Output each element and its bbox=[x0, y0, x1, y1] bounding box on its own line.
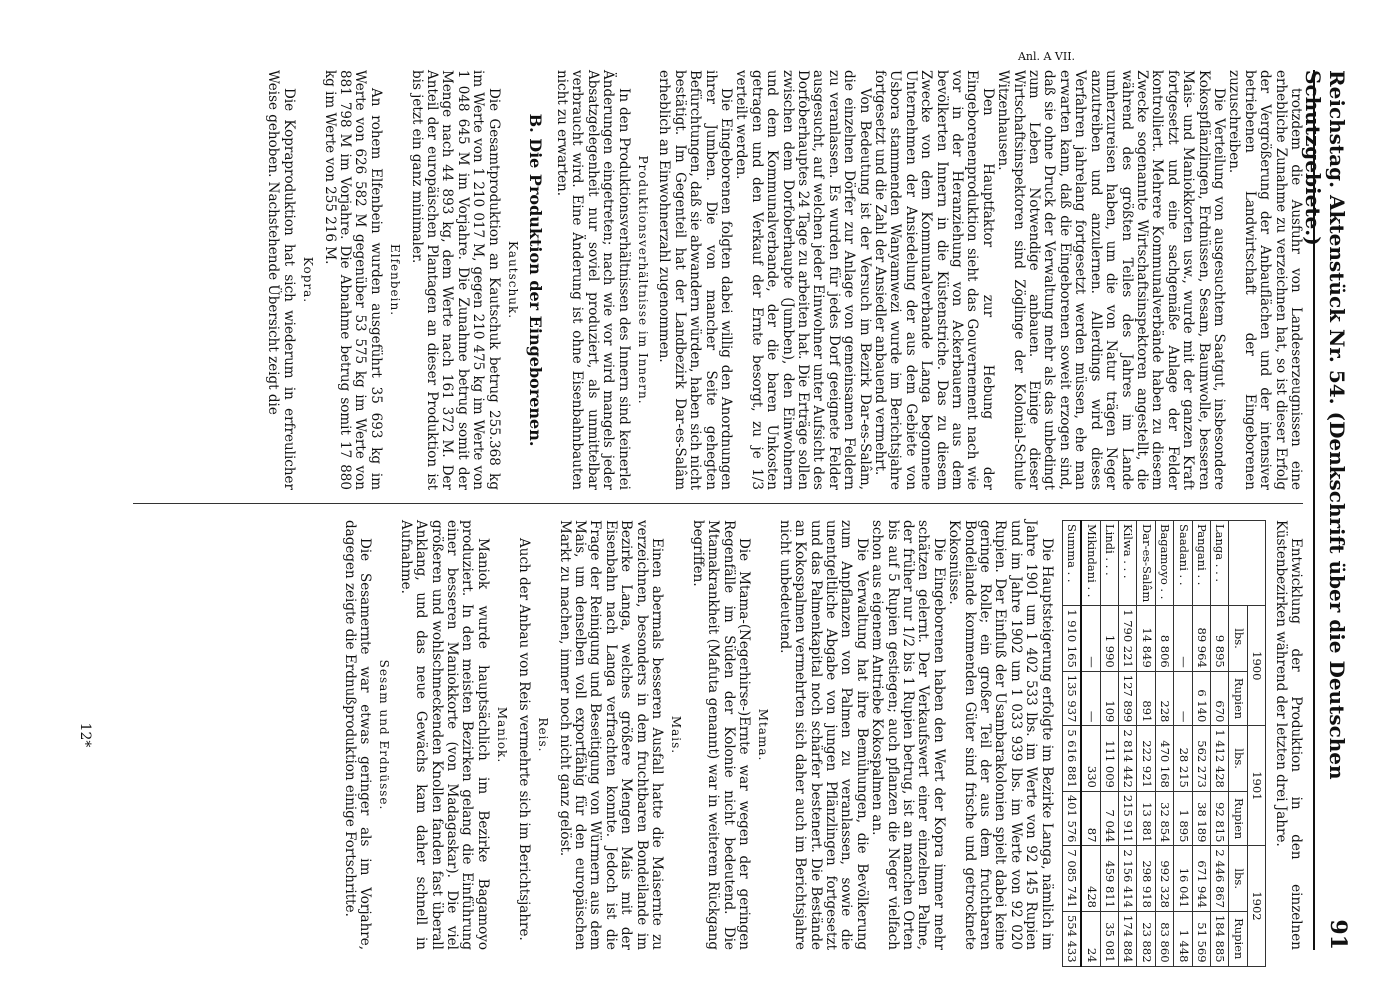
value-cell: 562 273 bbox=[1192, 726, 1210, 792]
value-cell: 32 854 bbox=[1155, 791, 1173, 846]
region-cell: Pangani . . bbox=[1192, 521, 1210, 606]
unit-header: Rupien bbox=[1229, 791, 1247, 846]
paragraph: Die Hauptsteigerung erfolgte im Bezirke Langa, nämlich im Jahre 1901 um 1 402 533 lbs. im Werte von 92 145 Rupien und im Jahre 1902 um 1 033 939 lbs. im Werte von 92 020 Rupien. Der Einfluß der Usambarakolonien spielt dabei keine geringe Rolle; ein großer Teil der aus dem fruchtbaren Bondeilande kommenden Güter sind frische und getrocknete Kokosnüsse. bbox=[946, 520, 1055, 950]
value-cell: 24 bbox=[1081, 911, 1100, 966]
region-cell: Langa . . . bbox=[1210, 521, 1228, 606]
unit-header: Rupien bbox=[1229, 911, 1247, 966]
paragraph: trotzdem die Ausfuhr von Landeserzeugnissen eine erhebliche Zunahme zu verzeichnen hat, so ist dieser Erfolg der Vergrößerung der Anbauflächen und der intensiver betriebenen Landwirtschaft der Eingeborenen zuzuschreiben. bbox=[1226, 70, 1304, 490]
page-number: 91 bbox=[1325, 919, 1351, 950]
left-column bbox=[265, 70, 1303, 490]
region-cell: Lindi . . . bbox=[1100, 521, 1118, 606]
value-cell: 184 885 bbox=[1210, 911, 1228, 966]
region-cell: Saadani . . bbox=[1174, 521, 1192, 606]
paragraph: Die Eingeborenen folgten dabei willig den Anordnungen ihrer Jumben. Die von mancher Seite gehegten Befürchtungen, daß sie abwandern würden, haben sich nicht bestätigt. Im Gegenteil hat der Landbezirk Dar-es-Salâm erheblich an Einwohnerzahl zugenommen. bbox=[656, 70, 734, 490]
subheading-kopra: Kopra. bbox=[301, 256, 316, 304]
value-cell: 35 081 bbox=[1100, 911, 1118, 966]
section-heading-b: B. Die Produktion der Eingeborenen. bbox=[526, 113, 546, 447]
value-cell: 298 918 bbox=[1137, 846, 1155, 912]
paragraph: Die Kopraproduktion hat sich wiederum in erfreulicher Weise gehoben. Nachstehende Übersicht zeigt die bbox=[265, 70, 297, 490]
paragraph: Die Verteilung von ausgesuchtem Saatgut, insbesondere Kokospflänzlingen, Erdnüssen, Sesam, Baumwolle, besseren Mais- und Maniokkorten usw., wurde mit der ganzen Kraft fortgesetzt und eine sachgemäße Anlage der Felder kontrolliert. Mehrere Kommunalverbände haben zu diesem Zwecke sogenannte Wirtschaftsinspektoren angestellt, die während des größten Teiles des Jahres im Lande umherzureisen haben, um die von Natur trägen Neger anzutreiben und anzulernen. Allerdings wird dieses Verfahren jahrelang fortgesetzt werden müssen, ehe man erwarten kann, daß die Eingeborenen soweit erzogen sind, daß sie ohne Druck der Verwaltung mehr als das unbedingt zum Leben Notwendige anbauen. Einige dieser Wirtschaftsinspektoren sind Zöglinge der Kolonial-Schule Witzenhausen. bbox=[995, 70, 1227, 490]
column-divider bbox=[133, 503, 1303, 504]
sum-cell: 5 616 881 bbox=[1062, 726, 1081, 792]
subheading-maniok: Maniok. bbox=[495, 706, 510, 764]
value-cell: 992 328 bbox=[1155, 846, 1173, 912]
value-cell: 470 168 bbox=[1155, 726, 1173, 792]
paragraph: Den Hauptfaktor zur Hebung der Eingeborenenproduktion sieht das Gouvernement nach wie vor in der Heranziehung von Ackerbauern aus dem bevölkerten Innern in die Küstenstriche. Das zu diesem Zwecke von dem Kommunalverbande Langa begonnene Unternehmen der Ansiedelung der aus dem Gebiete von Usbora stammenden Wanyamwezi wurde im Berichtsjahre fortgesetzt und die Zahl der Ansiedler anbauend vermehrt. bbox=[872, 70, 996, 490]
paragraph: Die Gesamtproduktion an Kautschuk betrug 255.368 kg im Werte von 1 210 017 M, gegen 210 475 kg im Werte von 1 048 645 M im Vorjahre. Die Zunahme betrug somit der Menge nach 44 893 kg, dem Werte nach 161 372 M. Der Anteil der europäischen Plantagen an dieser Produktion ist bis jetzt ein ganz minimaler. bbox=[408, 70, 502, 490]
value-cell: 28 215 bbox=[1174, 726, 1192, 792]
paragraph: Die Eingeborenen haben den Wert der Kopra immer mehr schätzen gelernt. Der Verkaufswert einer einzelnen Palme, der früher nur 1/2 bis 1 Rupien betrug, ist an manchen Orten bis auf 5 Rupien gestiegen; auch pflanzen die Neger vielfach schon aus eigenem Antriebe Kokospalmen an. bbox=[869, 520, 947, 950]
sum-cell: 554 433 bbox=[1062, 911, 1081, 966]
value-cell: 16 041 bbox=[1174, 846, 1192, 912]
header-title: Reichstag. Aktenstück Nr. 54. (Denkschrift über die Deutschen Schutzgebiete.) bbox=[1301, 70, 1349, 780]
value-cell: 92 815 bbox=[1210, 791, 1228, 846]
right-column bbox=[341, 520, 1304, 963]
value-cell: 111 009 bbox=[1100, 726, 1118, 792]
year-header: 1901 bbox=[1247, 726, 1265, 846]
value-cell: 1 990 bbox=[1100, 606, 1118, 672]
table-corner bbox=[1229, 521, 1266, 606]
value-cell: 215 911 bbox=[1118, 791, 1136, 846]
value-cell: 428 bbox=[1081, 846, 1100, 912]
unit-header: Rupien bbox=[1229, 671, 1247, 726]
value-cell: — bbox=[1174, 671, 1192, 726]
value-cell: 174 884 bbox=[1118, 911, 1136, 966]
table-sum-row bbox=[1062, 521, 1081, 967]
value-cell: 87 bbox=[1081, 791, 1100, 846]
value-cell: 14 849 bbox=[1137, 606, 1155, 672]
value-cell: 38 189 bbox=[1192, 791, 1210, 846]
margin-note: Anl. A VII. bbox=[1017, 50, 1076, 64]
paragraph: Die Verwaltung hat ihre Bemühungen, die Bevölkerung zum Anpflanzen von Palmen zu veranlassen, sowie die unentgeltliche Abgabe von jungen Pflänzlingen fortgesetzt und das Palmenkapital noch schärfer bestenert. Die Bestände an Kokospalmen vermehrten sich daher auch im Berichtsjahre nicht unbedeutend. bbox=[776, 520, 870, 950]
region-cell: Mikindani . . bbox=[1081, 521, 1100, 606]
paragraph: Einen abermals besseren Ausfall hatte die Maisernte zu verzeichnen, besonders in dem fruchtbaren Bondeilande im Bezirke Langa, welches größere Mengen Mais mit der Eisenbahn nach Langa verfrachten konnte. Jedoch ist die Frage der Reinigung und Beseitigung von Würmern aus dem Mais, um denselben voll exportfähig für den europäischen Markt zu machen, immer noch nicht ganz gelöst. bbox=[556, 520, 665, 950]
region-cell: Dar-es-Salâm bbox=[1137, 521, 1155, 606]
value-cell: 222 921 bbox=[1137, 726, 1155, 792]
value-cell: 13 881 bbox=[1137, 791, 1155, 846]
value-cell: 6 140 bbox=[1192, 671, 1210, 726]
paragraph: An rohem Elfenbein wurden ausgeführt 35 693 kg im Werte von 626 582 M gegenüber 53 575 kg im Werte von 881 798 M im Vorjahre. Die Abnahme betrug somit 17 880 kg im Werte von 255 216 M. bbox=[321, 70, 384, 490]
subheading-inner: Produktionsverhältnisse im Innern. bbox=[635, 155, 650, 405]
subheading-sesam: Sesam und Erdnüsse. bbox=[377, 659, 392, 811]
unit-header: lbs. bbox=[1229, 606, 1247, 672]
sum-cell: 135 937 bbox=[1062, 671, 1081, 726]
value-cell: 83 860 bbox=[1155, 911, 1173, 966]
table-year-row bbox=[1247, 521, 1265, 967]
kopra-production-table bbox=[1062, 520, 1266, 967]
subheading-mais: Mais. bbox=[669, 715, 684, 755]
sum-cell: 1 910 165 bbox=[1062, 606, 1081, 672]
value-cell: 7 044 bbox=[1100, 791, 1118, 846]
value-cell: — bbox=[1081, 671, 1100, 726]
value-cell: 2 446 867 bbox=[1210, 846, 1228, 912]
year-header: 1902 bbox=[1247, 846, 1265, 966]
paragraph: Die Sesamernte war etwas geringer als im Vorjahre, dagegen zeigte die Erdnußproduktion einige Fortschritte. bbox=[341, 520, 374, 950]
paragraph: In den Produktionsverhältnissen des Innern sind keinerlei Änderungen eingetreten; nach wie vor wird mangels jeder Absatzgelegenheit nur soviel produziert, als unmittelbar verbraucht wird. Eine Änderung ist ohne Eisenbahnbauten nicht zu erwarten. bbox=[553, 70, 632, 490]
table-row bbox=[1100, 521, 1118, 967]
page-header bbox=[1301, 70, 1355, 950]
value-cell: 459 811 bbox=[1100, 846, 1118, 912]
table-row bbox=[1210, 521, 1228, 967]
table-row bbox=[1155, 521, 1173, 967]
subheading-reis: Reis. bbox=[536, 717, 551, 753]
value-cell: — bbox=[1174, 606, 1192, 672]
value-cell: 891 bbox=[1137, 671, 1155, 726]
value-cell: 330 bbox=[1081, 726, 1100, 792]
value-cell: 1 790 221 bbox=[1118, 606, 1136, 672]
sum-cell: 401 576 bbox=[1062, 791, 1081, 846]
value-cell: 109 bbox=[1100, 671, 1118, 726]
paragraph: Von Bedeutung ist der Versuch im Bezirk Dar-es-Salâm, die einzelnen Dörfer zur Anlage von gemeinsamen Feldern zu veranlassen. Es wurden für jedes Dorf geeignete Felder ausgesucht, auf welchen jeder Einwohner unter Aufsicht des Dorfoberhauptes 24 Tage zu arbeiten hat. Die Erträge sollen zwischen dem Dorfoberhaupte (Jumben), den Einwohnern und dem Kommunalverbande, der die baren Unkosten getragen und den Verkauf der Ernte besorgt, zu je 1/3 verteilt werden. bbox=[733, 70, 873, 490]
sheet-signature: 12* bbox=[77, 722, 93, 748]
subheading-mtama: Mtama. bbox=[756, 708, 771, 762]
value-cell: 2 814 442 bbox=[1118, 726, 1136, 792]
value-cell: 1 448 bbox=[1174, 911, 1192, 966]
year-header: 1900 bbox=[1247, 606, 1265, 726]
paragraph: Entwicklung der Produktion in den einzelnen Küstenbezirken während der letzten drei Jahre. bbox=[1272, 520, 1304, 950]
value-cell: 8 806 bbox=[1155, 606, 1173, 672]
region-cell: Bagamoyo . . bbox=[1155, 521, 1173, 606]
subheading-elfenbein: Elfenbein. bbox=[388, 243, 403, 317]
value-cell: 127 899 bbox=[1118, 671, 1136, 726]
table-row bbox=[1118, 521, 1136, 967]
value-cell: 670 bbox=[1210, 671, 1228, 726]
value-cell: 1 895 bbox=[1174, 791, 1192, 846]
table-row bbox=[1137, 521, 1155, 967]
value-cell: 51 569 bbox=[1192, 911, 1210, 966]
paragraph: Maniok wurde hauptsächlich im Bezirke Bagamoyo produziert. In den meisten Bezirken gelang die Einführung einer besseren Maniokkorte (von Madagaskar). Die viel größeren und wohlschmeckenden Knollen fanden fast überall Anklang, und das neue Gewächs kam daher schnell in Aufnahme. bbox=[397, 520, 491, 950]
sum-label: Summa . . bbox=[1062, 521, 1081, 606]
unit-header: lbs. bbox=[1229, 726, 1247, 792]
value-cell: 89 964 bbox=[1192, 606, 1210, 672]
region-cell: Kilwa . . . bbox=[1118, 521, 1136, 606]
paragraph: Auch der Anbau von Reis vermehrte sich im Berichtsjahre. bbox=[515, 538, 532, 941]
value-cell: 671 944 bbox=[1192, 846, 1210, 912]
value-cell: 228 bbox=[1155, 671, 1173, 726]
value-cell: 9 895 bbox=[1210, 606, 1228, 672]
paragraph: Die Mtama-(Negerhirse-)Ernte war wegen der geringen Regenfälle im Süden der Kolonie nicht bedeutend. Die Mtamakrankheit (Mafuta genannt) war in weiterem Rückgang begriffen. bbox=[689, 520, 752, 950]
table-body bbox=[1062, 521, 1229, 967]
value-cell: 23 882 bbox=[1137, 911, 1155, 966]
value-cell: 1 412 428 bbox=[1210, 726, 1228, 792]
table-row bbox=[1192, 521, 1210, 967]
value-cell: 2 156 414 bbox=[1118, 846, 1136, 912]
table-row bbox=[1081, 521, 1100, 967]
value-cell: — bbox=[1081, 606, 1100, 672]
sum-cell: 7 085 741 bbox=[1062, 846, 1081, 912]
subheading-kautschuk: Kautschuk. bbox=[506, 240, 521, 320]
table-row bbox=[1174, 521, 1192, 967]
unit-header: lbs. bbox=[1229, 846, 1247, 912]
